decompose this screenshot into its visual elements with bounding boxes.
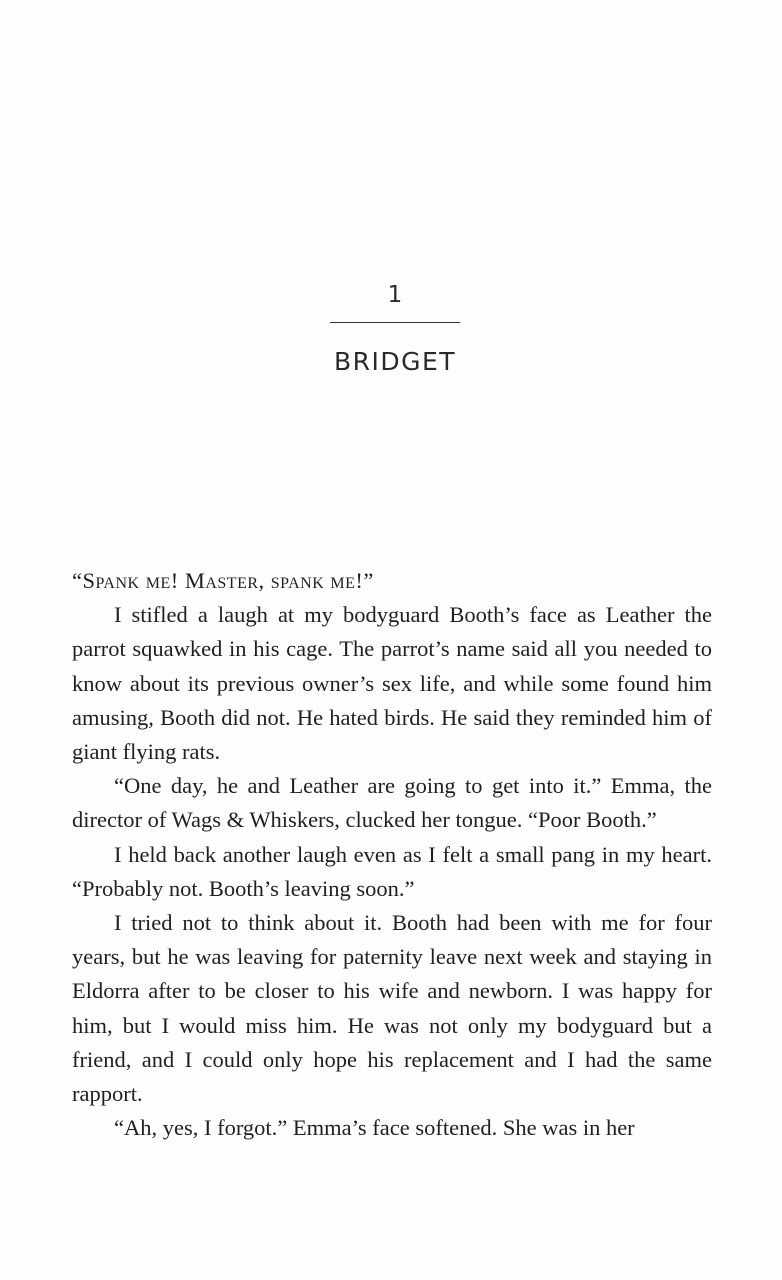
paragraph: I tried not to think about it. Booth had been with me for four years, but he was leaving for paternity leave next week and staying in Eldorra after to be closer to his wife and newborn. I was happy for him, but I would miss him. He was not only my bodyguard but a friend, and I could only hope his replacement and I had the same rapport. <box>72 910 712 1107</box>
paragraph: “One day, he and Leather are going to get into it.” Emma, the director of Wags & Whiskers, clucked her tongue. “Poor Booth.” <box>72 773 712 833</box>
chapter-divider <box>330 322 460 323</box>
paragraph: I stifled a laugh at my bodyguard Booth’s face as Leather the parrot squawked in his cage. The parrot’s name said all you needed to know about its previous owner’s sex life, and while some found him amusing, Booth did not. He hated birds. He said they reminded him of giant flying rats. <box>72 602 712 765</box>
chapter-number: 1 <box>387 282 403 308</box>
chapter-title: BRIDGET <box>333 347 457 376</box>
chapter-body <box>72 564 712 1145</box>
paragraph: “Ah, yes, I forgot.” Emma’s face softened. She was in her <box>114 1115 635 1141</box>
paragraph: I held back another laugh even as I felt a small pang in my heart. “Probably not. Booth’s leaving soon.” <box>72 841 712 901</box>
paragraph-opening: “Spank me! Master, spank me!” <box>72 568 374 593</box>
